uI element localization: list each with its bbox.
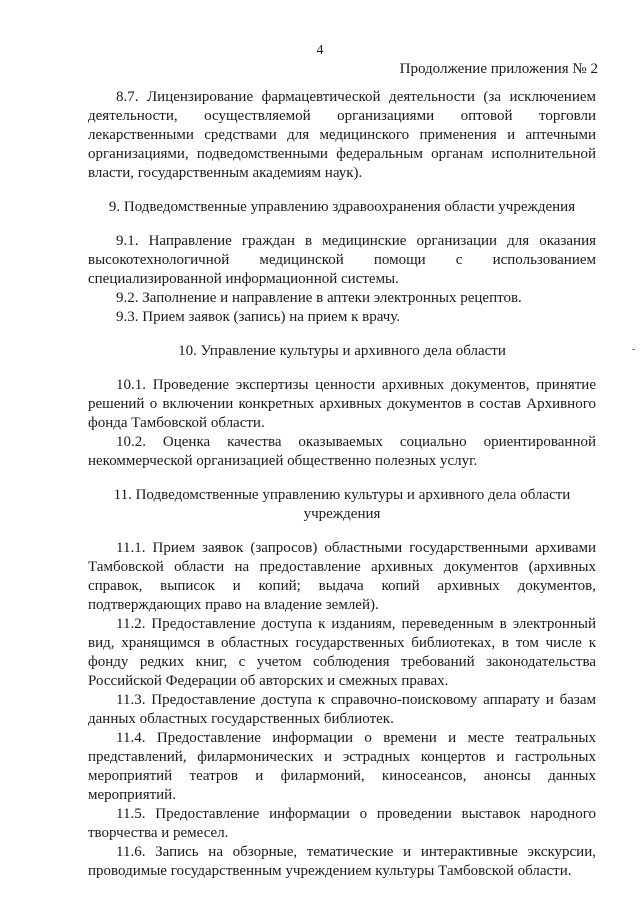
paragraph-11-6: 11.6. Запись на обзорные, тематические и интерактивные экскурсии, проводимые государственным учреждением культуры Тамбовской области. xyxy=(88,844,596,879)
paragraph-11-5: 11.5. Предоставление информации о проведении выставок народного творчества и ремесел. xyxy=(88,806,596,841)
paragraph-11-2: 11.2. Предоставление доступа к изданиям, переведенным в электронный вид, хранящимся в областных государственных библиотеках, в том числе к фонду редких книг, с учетом соблюдения требований законодательства Российской Федерации об авторских и смежных правах. xyxy=(88,616,596,689)
section-heading-10: 10. Управление культуры и архивного дела области xyxy=(178,343,506,359)
margin-mark: - xyxy=(632,344,636,355)
paragraph-9-2: 9.2. Заполнение и направление в аптеки электронных рецептов. xyxy=(116,290,522,306)
paragraph-11-3: 11.3. Предоставление доступа к справочно-поисковому аппарату и базам данных областных государственных библиотек. xyxy=(88,692,596,727)
section-heading-9: 9. Подведомственные управлению здравоохранения области учреждения xyxy=(108,199,576,215)
paragraph-9-1: 9.1. Направление граждан в медицинские организации для оказания высокотехнологичной медицинской помощи с использованием специализированной информационной системы. xyxy=(88,233,596,287)
paragraph-10-1: 10.1. Проведение экспертизы ценности архивных документов, принятие решений о включении конкретных архивных документов в состав Архивного фонда Тамбовской области. xyxy=(88,377,596,431)
paragraph-8-7: 8.7. Лицензирование фармацевтической деятельности (за исключением деятельности, осуществляемой организациями оптовой торговли лекарственными средствами для медицинского применения и аптечными организациями, подведомственными федеральным органам исполнительной власти, государственным академиям наук). xyxy=(88,89,596,181)
paragraph-11-4: 11.4. Предоставление информации о времени и месте театральных представлений, филармонических и эстрадных концертов и гастрольных мероприятий театров и филармоний, киносеансов, анонсы данных мероприятий. xyxy=(88,730,596,803)
document-body xyxy=(88,88,596,881)
paragraph-9-3: 9.3. Прием заявок (запись) на прием к врачу. xyxy=(116,309,401,325)
section-heading-11: 11. Подведомственные управлению культуры и архивного дела области учреждения xyxy=(113,487,571,522)
appendix-continuation-label: Продолжение приложения № 2 xyxy=(399,61,598,77)
paragraph-10-2: 10.2. Оценка качества оказываемых социально ориентированной некоммерческой организацией общественно полезных услуг. xyxy=(88,434,596,469)
page-number: 4 xyxy=(316,43,324,58)
paragraph-11-1: 11.1. Прием заявок (запросов) областными государственными архивами Тамбовской области на предоставление архивных документов (архивных справок, выписок и копий; выдача копий архивных документов, подтверждающих право на владение землей). xyxy=(88,540,596,613)
